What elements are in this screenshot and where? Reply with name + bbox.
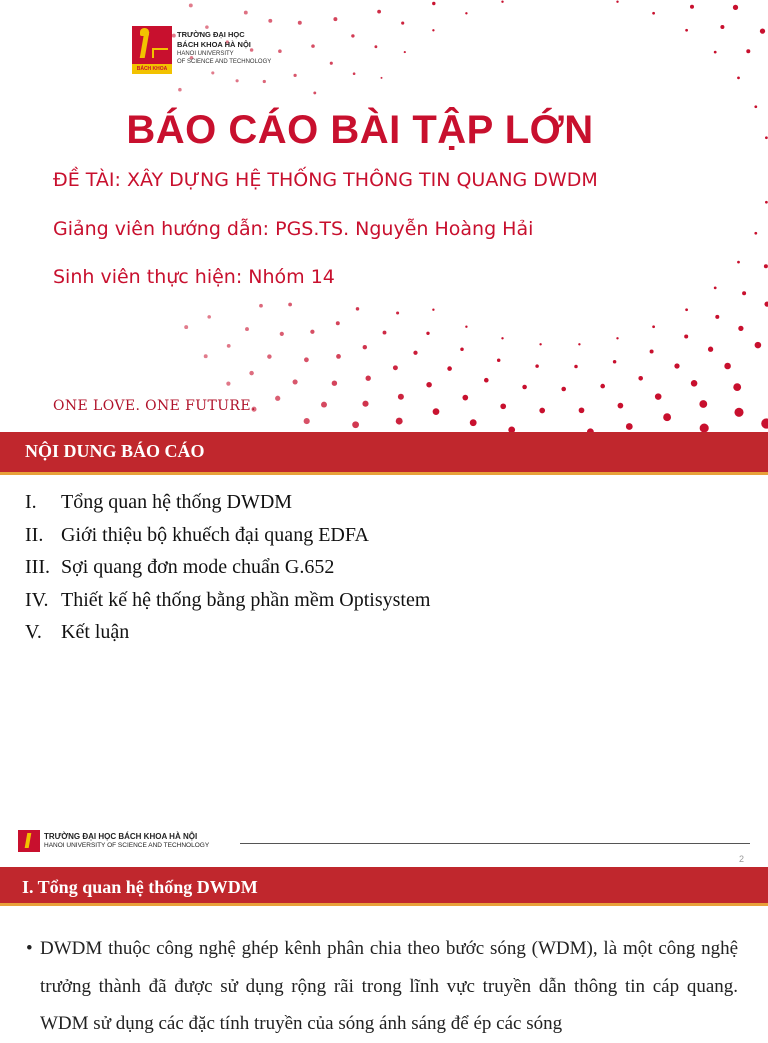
- decor-dot: [462, 395, 468, 401]
- decor-dot: [500, 403, 506, 409]
- decor-dot: [761, 418, 768, 428]
- slogan: ONE LOVE. ONE FUTURE.: [53, 398, 256, 414]
- decor-dot: [501, 1, 503, 3]
- decor-dot: [267, 354, 271, 358]
- decor-dot: [432, 2, 435, 5]
- list-item: [25, 486, 430, 519]
- decor-dot: [746, 49, 750, 53]
- decor-dot: [460, 347, 464, 351]
- decor-dot: [398, 394, 404, 400]
- decor-dot: [293, 379, 298, 384]
- decor-dot: [366, 376, 371, 381]
- decor-dot: [363, 345, 367, 349]
- decor-dot: [333, 17, 337, 21]
- decor-dot: [616, 1, 618, 3]
- contents-slide: [0, 432, 768, 864]
- footer-logo-icon: [18, 830, 40, 852]
- decor-dot: [426, 332, 429, 335]
- decor-dot: [742, 291, 746, 295]
- decor-dot: [760, 28, 765, 33]
- contents-list: [25, 486, 430, 649]
- list-item-number: I.: [25, 491, 37, 513]
- decor-dot: [652, 12, 655, 15]
- decor-dot: [685, 308, 688, 311]
- university-name-en1: HANOI UNIVERSITY: [177, 51, 234, 57]
- decor-dot: [714, 51, 717, 54]
- decor-dot: [691, 380, 698, 387]
- university-name-en2: OF SCIENCE AND TECHNOLOGY: [177, 59, 272, 65]
- decor-dot: [501, 337, 503, 339]
- decor-dot: [674, 363, 679, 368]
- decor-dot: [433, 408, 440, 415]
- decor-dot: [268, 19, 272, 23]
- decor-dot: [638, 376, 643, 381]
- decor-dot: [764, 301, 768, 306]
- decor-dot: [401, 22, 404, 25]
- university-logo: [132, 26, 172, 74]
- decor-dot: [535, 364, 539, 368]
- decor-dot: [655, 393, 662, 400]
- decor-dot: [244, 11, 248, 15]
- decor-dot: [259, 304, 263, 308]
- contents-header-title: NỘI DUNG BÁO CÁO: [25, 441, 205, 461]
- decor-dot: [626, 423, 633, 430]
- decor-dot: [720, 25, 724, 29]
- footer-divider: [240, 843, 750, 844]
- decor-dot: [377, 10, 381, 14]
- students-line: Sinh viên thực hiện: Nhóm 14: [53, 266, 335, 288]
- decor-dot: [172, 34, 176, 38]
- decor-dot: [737, 77, 740, 80]
- list-item-number: V.: [25, 621, 42, 643]
- university-name-line2: BÁCH KHOA HÀ NỘI: [177, 40, 251, 49]
- overview-header-bar: [0, 867, 768, 903]
- footer-name-vi: TRƯỜNG ĐẠI HỌC BÁCH KHOA HÀ NỘI: [44, 832, 198, 841]
- decor-dot: [178, 88, 182, 92]
- decor-dot: [245, 327, 249, 331]
- decor-dot: [205, 25, 209, 29]
- university-name: [177, 30, 271, 66]
- title-slide: [0, 0, 768, 432]
- decor-dot: [690, 5, 694, 9]
- decor-dot: [579, 407, 585, 413]
- decor-dot: [356, 307, 359, 310]
- decor-dot: [207, 315, 211, 319]
- decor-dot: [211, 71, 214, 74]
- decor-dot: [227, 344, 231, 348]
- decor-dot: [226, 382, 230, 386]
- decor-dot: [470, 419, 477, 426]
- decor-dot: [336, 321, 340, 325]
- decor-dot: [311, 44, 315, 48]
- lecturer-line: Giảng viên hướng dẫn: PGS.TS. Nguyễn Hoàng Hải: [53, 218, 534, 240]
- decor-dot: [733, 5, 738, 10]
- logo-flag: [132, 26, 172, 64]
- decor-dot: [465, 12, 467, 14]
- decor-dot: [714, 287, 717, 290]
- decor-dot: [497, 358, 501, 362]
- decor-dot: [321, 402, 327, 408]
- decor-dot: [724, 363, 731, 370]
- decor-dot: [313, 91, 316, 94]
- decor-dot: [396, 418, 403, 425]
- decor-dot: [288, 303, 292, 307]
- decor-dot: [613, 360, 617, 364]
- decor-dot: [413, 351, 417, 355]
- decor-dot: [310, 330, 314, 334]
- decor-dot: [332, 380, 337, 385]
- overview-header-title: I. Tổng quan hệ thống DWDM: [22, 877, 258, 897]
- footer-university-name: [44, 832, 209, 850]
- decor-dot: [522, 385, 527, 390]
- decor-dot: [663, 413, 671, 421]
- list-item-text: Tổng quan hệ thống DWDM: [61, 491, 293, 513]
- decor-dot: [447, 366, 452, 371]
- decor-dot: [733, 383, 741, 391]
- list-item-text: Thiết kế hệ thống bằng phần mềm Optisystem: [61, 588, 431, 611]
- decor-dot: [715, 315, 719, 319]
- decor-dot: [737, 261, 740, 264]
- list-item-number: IV.: [25, 588, 49, 611]
- list-item: [25, 551, 430, 584]
- overview-slide: [0, 854, 768, 1034]
- decor-dot: [652, 325, 655, 328]
- decor-dot: [393, 365, 398, 370]
- report-topic: ĐỀ TÀI: XÂY DỰNG HỆ THỐNG THÔNG TIN QUANG DWDM: [53, 169, 598, 191]
- decor-dot: [404, 51, 406, 53]
- decor-dot: [236, 79, 239, 82]
- list-item-text: Kết luận: [61, 621, 130, 643]
- report-title: BÁO CÁO BÀI TẬP LỚN: [126, 108, 594, 152]
- decor-dot: [650, 349, 654, 353]
- decor-dot: [561, 387, 566, 392]
- decor-dot: [539, 343, 541, 345]
- footer-name-en: HANOI UNIVERSITY OF SCIENCE AND TECHNOLOGY: [44, 842, 210, 849]
- decor-dot: [685, 29, 688, 32]
- list-item-number: III.: [25, 556, 50, 578]
- decor-dot: [765, 136, 768, 139]
- decor-dot: [383, 331, 387, 335]
- decor-dot: [432, 309, 434, 311]
- decor-dot: [352, 421, 359, 428]
- contents-header-bar: [0, 432, 768, 472]
- decor-dot: [484, 378, 489, 383]
- decor-dot: [600, 384, 605, 389]
- decor-dot: [304, 357, 309, 362]
- decor-dot: [304, 418, 310, 424]
- decor-dot: [578, 343, 580, 345]
- header-accent-line: [0, 472, 768, 475]
- decor-dot: [426, 382, 432, 388]
- decor-dot: [432, 29, 434, 31]
- decor-dot: [362, 401, 368, 407]
- decor-dot: [618, 403, 624, 409]
- list-item: [25, 519, 430, 552]
- decor-dot: [396, 311, 399, 314]
- decor-dot: [574, 365, 578, 369]
- decor-dot: [204, 354, 208, 358]
- decor-dot: [249, 371, 253, 375]
- list-item: [25, 584, 430, 617]
- overview-paragraph: [26, 930, 738, 1043]
- decor-dot: [353, 72, 356, 75]
- decor-dot: [275, 396, 280, 401]
- decor-dot: [189, 3, 193, 7]
- decor-dot: [336, 354, 341, 359]
- decor-dot: [684, 334, 688, 338]
- decor-dot: [330, 62, 333, 65]
- university-name-line1: TRƯỜNG ĐẠI HỌC: [177, 30, 245, 39]
- list-item-number: II.: [25, 523, 44, 546]
- decor-dot: [699, 400, 707, 408]
- decor-dot: [539, 408, 545, 414]
- decor-dot: [616, 337, 618, 339]
- logo-base-text: BÁCH KHOA: [132, 64, 172, 74]
- decorative-dot-pattern: [0, 0, 768, 432]
- decor-dot: [738, 326, 743, 331]
- decor-dot: [298, 21, 302, 25]
- decor-dot: [280, 332, 284, 336]
- decor-dot: [374, 45, 377, 48]
- decor-dot: [764, 264, 768, 268]
- decor-dot: [351, 34, 354, 37]
- decor-dot: [755, 342, 762, 349]
- paragraph-text: DWDM thuộc công nghệ ghép kênh phân chia theo bước sóng (WDM), là một công nghệ trưởng thành đã được sử dụng rộng rãi trong lĩnh vực truyền dẫn thông tin cáp quang. WDM sử dụng các đặc tính truyền của sóng ánh sáng để ép các sóng: [40, 938, 738, 1034]
- decor-dot: [708, 347, 713, 352]
- decor-dot: [184, 325, 188, 329]
- bullet-icon: •: [26, 938, 33, 959]
- header-accent-line: [0, 903, 768, 906]
- decor-dot: [754, 105, 757, 108]
- decor-dot: [754, 232, 757, 235]
- decor-dot: [293, 74, 296, 77]
- list-item-text: Sợi quang đơn mode chuẩn G.652: [61, 556, 335, 578]
- list-item-text: Giới thiệu bộ khuếch đại quang EDFA: [61, 523, 369, 546]
- decor-dot: [278, 49, 282, 53]
- decor-dot: [734, 408, 743, 417]
- book-icon: [152, 48, 168, 58]
- list-item: [25, 616, 430, 649]
- decor-dot: [765, 201, 768, 204]
- page-number: 2: [738, 854, 744, 864]
- decor-dot: [465, 326, 467, 328]
- decor-dot: [381, 77, 383, 79]
- decor-dot: [263, 80, 266, 83]
